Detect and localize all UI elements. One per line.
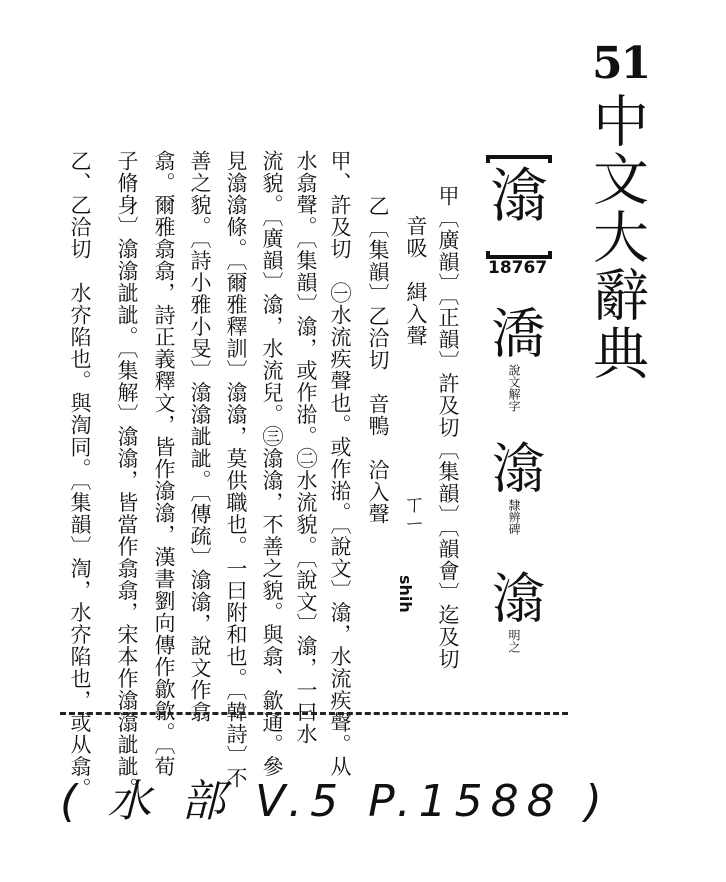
text-column-11: 乙、乙洽切 水㝏陷也。與渹同。〔集韻〕渹，水㝏陷也，或从翕。 bbox=[68, 150, 92, 800]
text-column-1: 甲〔廣韻〕〔正韻〕許及切〔集韻〕〔韻會〕迄及切 bbox=[436, 185, 460, 670]
variant-label: 說文解字 bbox=[507, 364, 521, 413]
variant-label: 明之 bbox=[507, 629, 521, 654]
text-column-3: 乙〔集韻〕乙洽切 音鴨 洽入聲 bbox=[366, 195, 390, 525]
text-column-5: 水翕聲。〔集韻〕潝，或作湁。㊁水流貌。〔說文〕潝，一曰水 bbox=[294, 150, 318, 745]
text-column-2: 音吸 緝入聲 bbox=[404, 215, 428, 347]
entry-headword-box bbox=[486, 155, 552, 255]
variant-ming bbox=[483, 570, 546, 654]
handwritten-annotation: ( 水 部 V.5 P.1588 ) bbox=[60, 776, 610, 827]
text-column-9: 翕。爾雅翕翕，詩正義釋文，皆作潝潝，漢書劉向傳作歙歙。〔荀 bbox=[152, 150, 176, 778]
text-column-6: 流貌。〔廣韻〕潝，水流兒。㊂潝潝，不善之貌。與翕、歙通。參 bbox=[260, 150, 284, 778]
text-column-10: 子脩身〕潝潝訿訿。〔集解〕潝潝，皆當作翕翕，宋本作潝潝訿訿。 bbox=[115, 150, 139, 800]
variant-label: 隸辨碑 bbox=[507, 499, 521, 536]
entry-headword: 潝 bbox=[490, 162, 549, 230]
variant-seal bbox=[483, 305, 546, 413]
zhuyin: ㄒㄧ bbox=[400, 492, 425, 532]
variant-glyph: 潝 bbox=[483, 570, 546, 624]
footer-rule bbox=[60, 712, 568, 715]
page-number: 51 bbox=[592, 38, 650, 89]
text-column-7: 見潝潝條。〔爾雅釋訓〕潝潝，莫供職也。一曰附和也。〔韓詩〕不 bbox=[224, 150, 248, 789]
variant-glyph: 𣾷 bbox=[483, 305, 546, 359]
variant-clerical bbox=[483, 440, 546, 536]
text-column-4: 甲、許及切 ㊀水流疾聲也。或作湁。〔說文〕潝，水流疾聲。从 bbox=[328, 150, 352, 778]
text-column-8: 善之貌。〔詩小雅小旻〕潝潝訿訿。〔傳疏〕潝潝，說文作翕 bbox=[188, 150, 212, 723]
romanization: shih bbox=[396, 575, 415, 613]
variant-glyph: 潝 bbox=[483, 440, 546, 494]
book-title: 中文大辭典 bbox=[584, 92, 649, 382]
entry-number: 18767 bbox=[488, 258, 548, 278]
